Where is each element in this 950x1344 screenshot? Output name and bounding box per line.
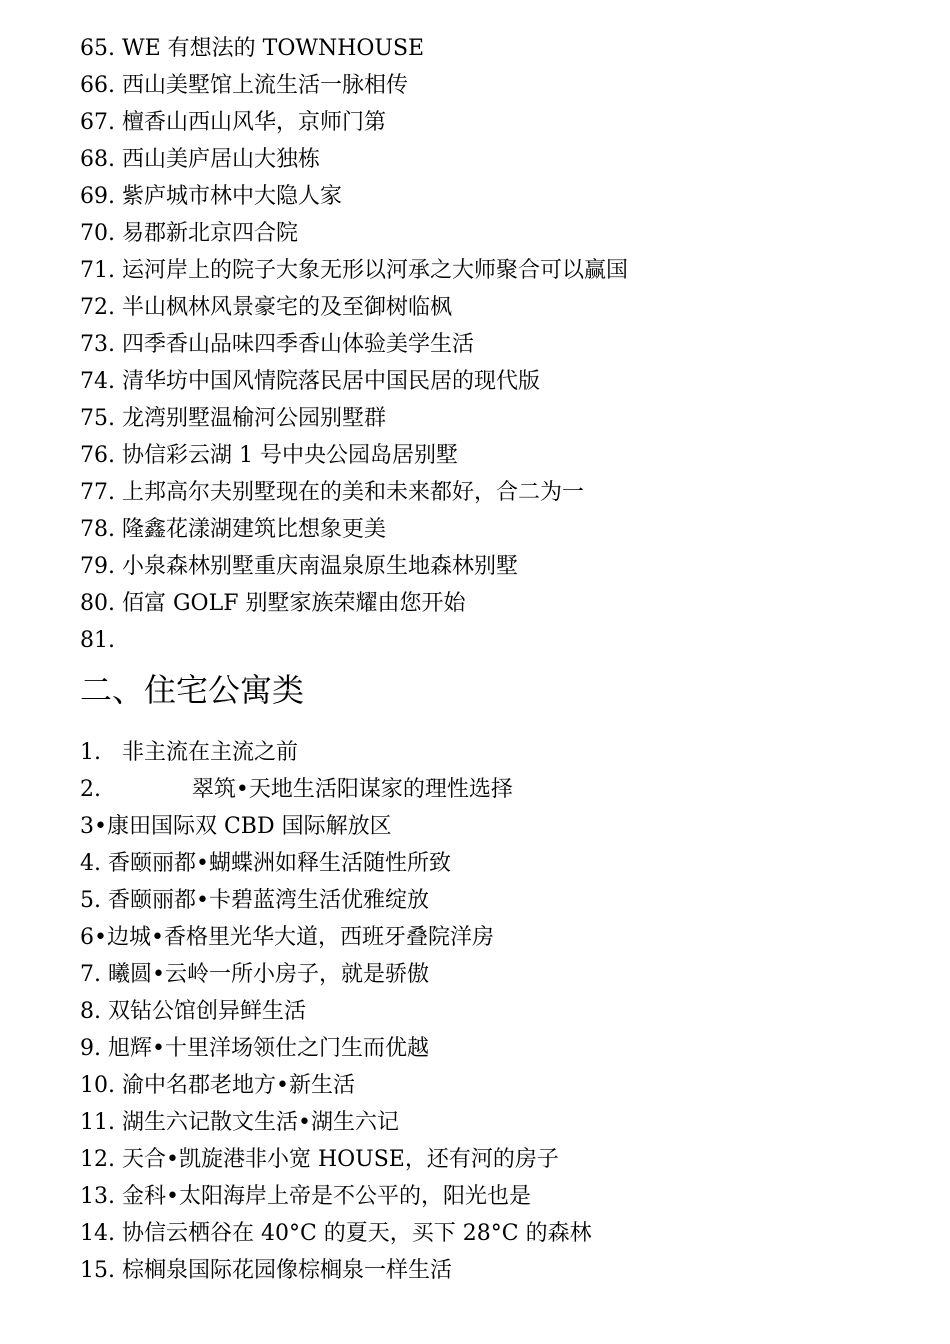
list-item: 72. 半山枫林风景豪宅的及至御树临枫 [80, 295, 452, 320]
list-item: 15. 棕榈泉国际花园像棕榈泉一样生活 [80, 1258, 452, 1283]
list-item: 69. 紫庐城市林中大隐人家 [80, 184, 342, 209]
list-item: 2. 翠筑•天地生活阳谋家的理性选择 [80, 777, 513, 802]
list-item: 5. 香颐丽都•卡碧蓝湾生活优雅绽放 [80, 888, 429, 913]
list-item: 8. 双钻公馆创异鲜生活 [80, 999, 306, 1024]
list-item: 76. 协信彩云湖 1 号中央公园岛居别墅 [80, 443, 458, 468]
list-item: 74. 清华坊中国风情院落民居中国民居的现代版 [80, 369, 540, 394]
list-item: 6•边城•香格里光华大道，西班牙叠院洋房 [80, 925, 494, 950]
list-item: 9. 旭辉•十里洋场领仕之门生而优越 [80, 1036, 429, 1061]
list-item: 13. 金科•太阳海岸上帝是不公平的，阳光也是 [80, 1184, 531, 1209]
section-two-list [80, 734, 592, 1289]
list-item: 66. 西山美墅馆上流生活一脉相传 [80, 73, 408, 98]
list-item: 14. 协信云栖谷在 40°C 的夏天，买下 28°C 的森林 [80, 1221, 592, 1246]
list-item: 71. 运河岸上的院子大象无形以河承之大师聚合可以赢国 [80, 258, 628, 283]
list-item: 67. 檀香山西山风华，京师门第 [80, 110, 386, 135]
list-item: 1. 非主流在主流之前 [80, 740, 298, 765]
section-one-list [80, 30, 628, 659]
list-item: 79. 小泉森林别墅重庆南温泉原生地森林别墅 [80, 554, 518, 579]
list-item: 80. 佰富 GOLF 别墅家族荣耀由您开始 [80, 591, 466, 616]
list-item: 11. 湖生六记散文生活•湖生六记 [80, 1110, 399, 1135]
list-item: 7. 曦圆•云岭一所小房子，就是骄傲 [80, 962, 429, 987]
list-item: 65. WE 有想法的 TOWNHOUSE [80, 36, 425, 61]
list-item: 10. 渝中名郡老地方•新生活 [80, 1073, 355, 1098]
list-item: 3•康田国际双 CBD 国际解放区 [80, 814, 392, 839]
list-item: 70. 易郡新北京四合院 [80, 221, 298, 246]
list-item: 4. 香颐丽都•蝴蝶洲如释生活随性所致 [80, 851, 451, 876]
section-two-heading: 二、住宅公寓类 [80, 671, 305, 709]
list-item: 73. 四季香山品味四季香山体验美学生活 [80, 332, 474, 357]
list-item: 75. 龙湾别墅温榆河公园别墅群 [80, 406, 386, 431]
list-item: 68. 西山美庐居山大独栋 [80, 147, 320, 172]
list-item: 12. 天合•凯旋港非小宽 HOUSE，还有河的房子 [80, 1147, 559, 1172]
list-item: 77. 上邦高尔夫别墅现在的美和未来都好，合二为一 [80, 480, 584, 505]
list-item: 78. 隆鑫花漾湖建筑比想象更美 [80, 517, 386, 542]
list-item: 81. [80, 628, 115, 653]
